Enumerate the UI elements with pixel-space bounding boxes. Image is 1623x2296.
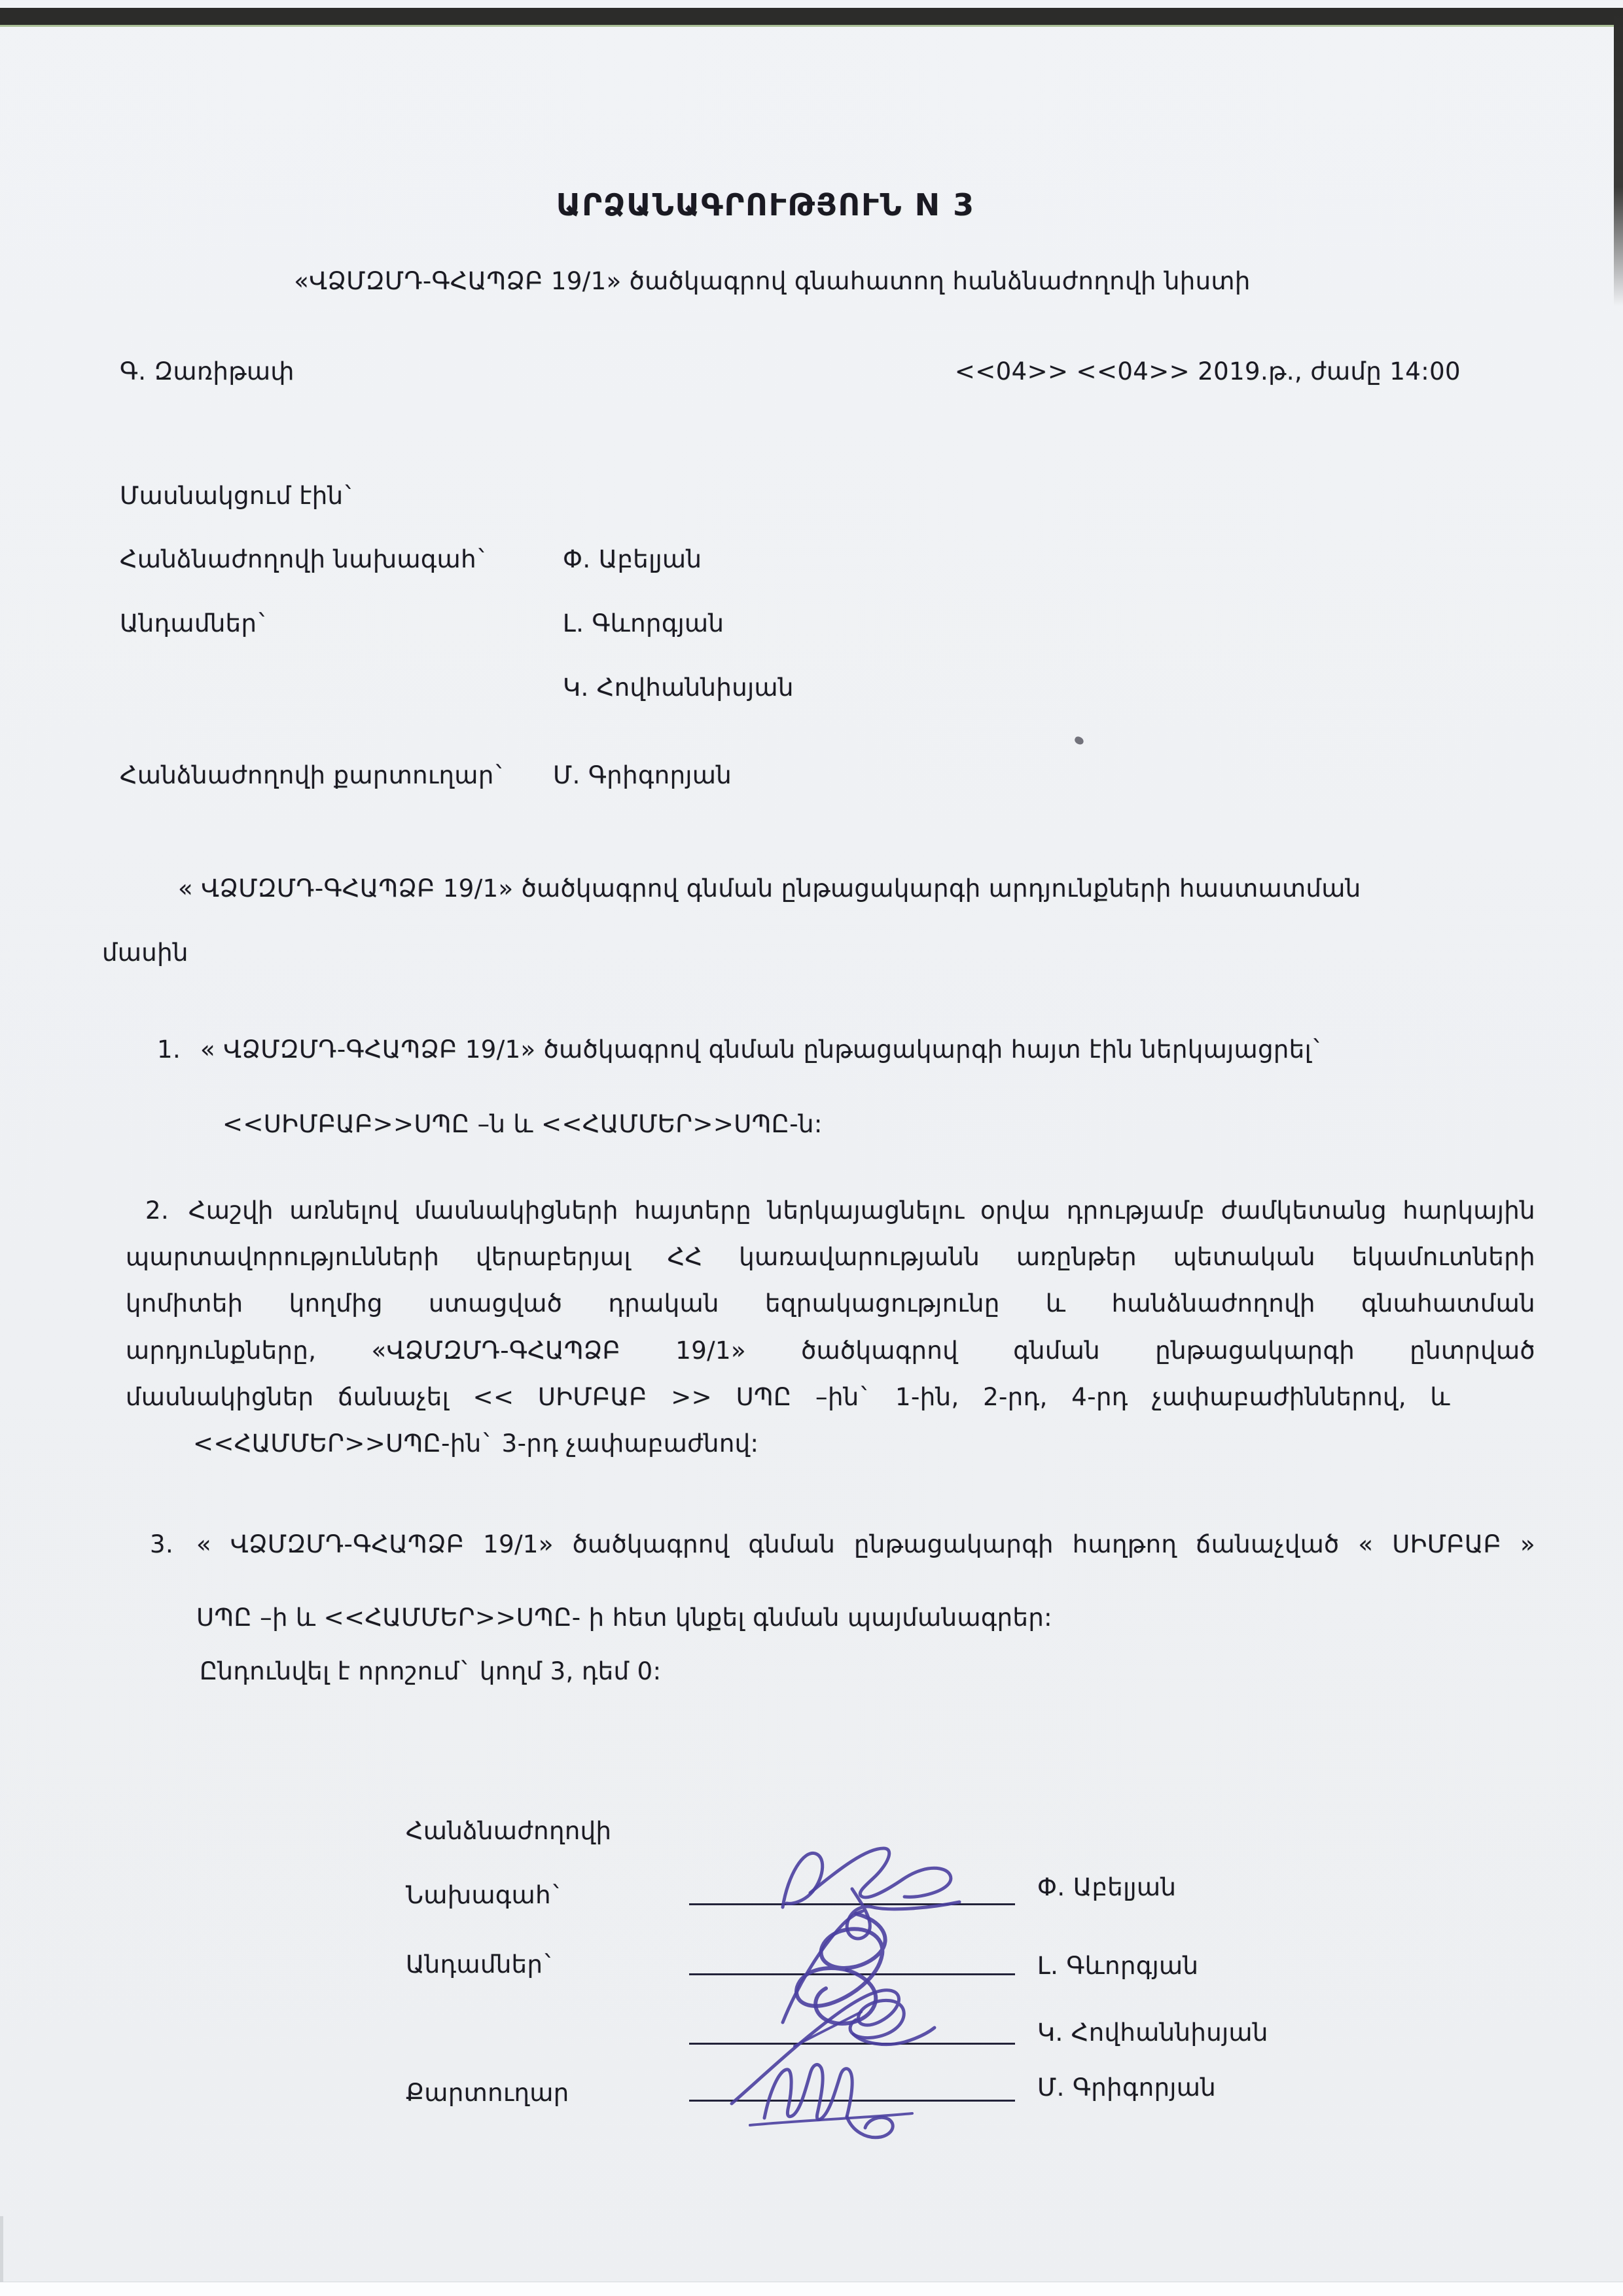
scanner-band-top <box>0 8 1623 25</box>
secretary-label: Հանձնաժողովի քարտուղար` <box>120 761 507 789</box>
chairman-label: Հանձնաժողովի նախագահ` <box>120 545 489 573</box>
signature-row-label: Անդամներ` <box>406 1950 556 1979</box>
signature-hovhannisyan <box>732 1990 935 2104</box>
scanner-band-green-edge <box>0 25 1623 27</box>
signature-grigoryan <box>750 2064 912 2137</box>
list-item-number: 1. <box>157 1035 181 1064</box>
scanner-edge-right <box>1614 9 1623 306</box>
signatures-overlay <box>654 1812 1099 2159</box>
ink-speck <box>1073 736 1084 746</box>
list-item-line: ՍՊԸ –ի և <<ՀԱՄՄԵՐ>>ՍՊԸ- ի հետ կնքել գնման պայմանագրեր: <box>196 1604 1053 1632</box>
signatory-name: Կ. Հովհաննիսյան <box>1037 2018 1268 2047</box>
scanner-edge-bottom <box>0 2282 1623 2296</box>
subject-line: մասին <box>102 939 188 967</box>
list-item-line: պարտավորությունների վերաբերյալ ՀՀ կառավարությանն առընթեր պետական եկամուտների <box>126 1243 1535 1271</box>
participants-heading: Մասնակցում էին` <box>120 482 356 510</box>
list-item-number: 3. <box>150 1530 174 1558</box>
page-subtitle: «ՎՁՄԶՄԴ-ԳՀԱՊՁԲ 19/1» ծածկագրով գնահատող հանձնաժողովի նիստի <box>294 267 1251 295</box>
list-item-line: արդյունքները, «ՎՁՄԶՄԴ-ԳՀԱՊՁԲ 19/1» ծածկագրով գնման ընթացակարգի ընտրված <box>126 1336 1535 1365</box>
list-item-line: « ՎՁՄԶՄԴ-ԳՀԱՊՁԲ 19/1» ծածկագրով գնման ընթացակարգի հաղթող ճանաչված « ՍԻՄԲԱԲ » <box>196 1530 1535 1558</box>
signature-row-label: Նախագահ` <box>406 1881 563 1909</box>
signature-row-label: Քարտուղար <box>406 2079 569 2107</box>
signature-abelyan <box>783 1848 959 1939</box>
list-item-line: <<ՀԱՄՄԵՐ>>ՍՊԸ-ին` 3-րդ չափաբաժնով: <box>193 1429 759 1458</box>
signature-block-heading: Հանձնաժողովի <box>406 1817 612 1845</box>
datetime-text: <<04>> <<04>> 2019.թ., ժամը 14:00 <box>954 357 1461 386</box>
list-item-line: Հաշվի առնելով մասնակիցների հայտերը ներկայացնելու օրվա դրությամբ ժամկետանց հարկային <box>188 1196 1535 1225</box>
secretary-name: Մ. Գրիգորյան <box>553 761 732 789</box>
member-name: Կ. Հովհաննիսյան <box>563 673 794 702</box>
decision-text: Ընդունվել է որոշում` կողմ 3, դեմ 0: <box>200 1657 662 1685</box>
member-name: Լ. Գևորգյան <box>563 609 724 637</box>
list-item-line: <<ՍԻՄԲԱԲ>>ՍՊԸ –ն և <<ՀԱՄՄԵՐ>>ՍՊԸ-ն: <box>223 1110 823 1138</box>
subject-line: « ՎՁՄԶՄԴ-ԳՀԱՊՁԲ 19/1» ծածկագրով գնման ընթացակարգի արդյունքների հաստատման <box>178 874 1361 903</box>
signatory-name: Փ. Աբելյան <box>1037 1873 1177 1901</box>
signatory-name: Լ. Գևորգյան <box>1037 1952 1199 1980</box>
scanner-edge-left <box>0 2216 3 2282</box>
list-item-number: 2. <box>145 1196 169 1225</box>
list-item-line: կոմիտեի կողմից ստացված դրական եզրակացությունը և հանձնաժողովի գնահատման <box>126 1289 1535 1318</box>
list-item-line: « ՎՁՄԶՄԴ-ԳՀԱՊՁԲ 19/1» ծածկագրով գնման ընթացակարգի հայտ էին ներկայացրել` <box>200 1035 1324 1064</box>
list-item-line: մասնակիցներ ճանաչել << ՍԻՄԲԱԲ >> ՍՊԸ –ին` 1-ին, 2-րդ, 4-րդ չափաբաժիններով, և <box>126 1383 1450 1411</box>
location-text: Գ. Զառիթափ <box>120 357 294 386</box>
members-label: Անդամներ` <box>120 609 270 637</box>
chairman-name: Փ. Աբելյան <box>563 545 702 573</box>
page-title: ԱՐՁԱՆԱԳՐՈՒԹՅՈՒՆ N 3 <box>556 187 976 223</box>
signatory-name: Մ. Գրիգորյան <box>1037 2073 1217 2102</box>
